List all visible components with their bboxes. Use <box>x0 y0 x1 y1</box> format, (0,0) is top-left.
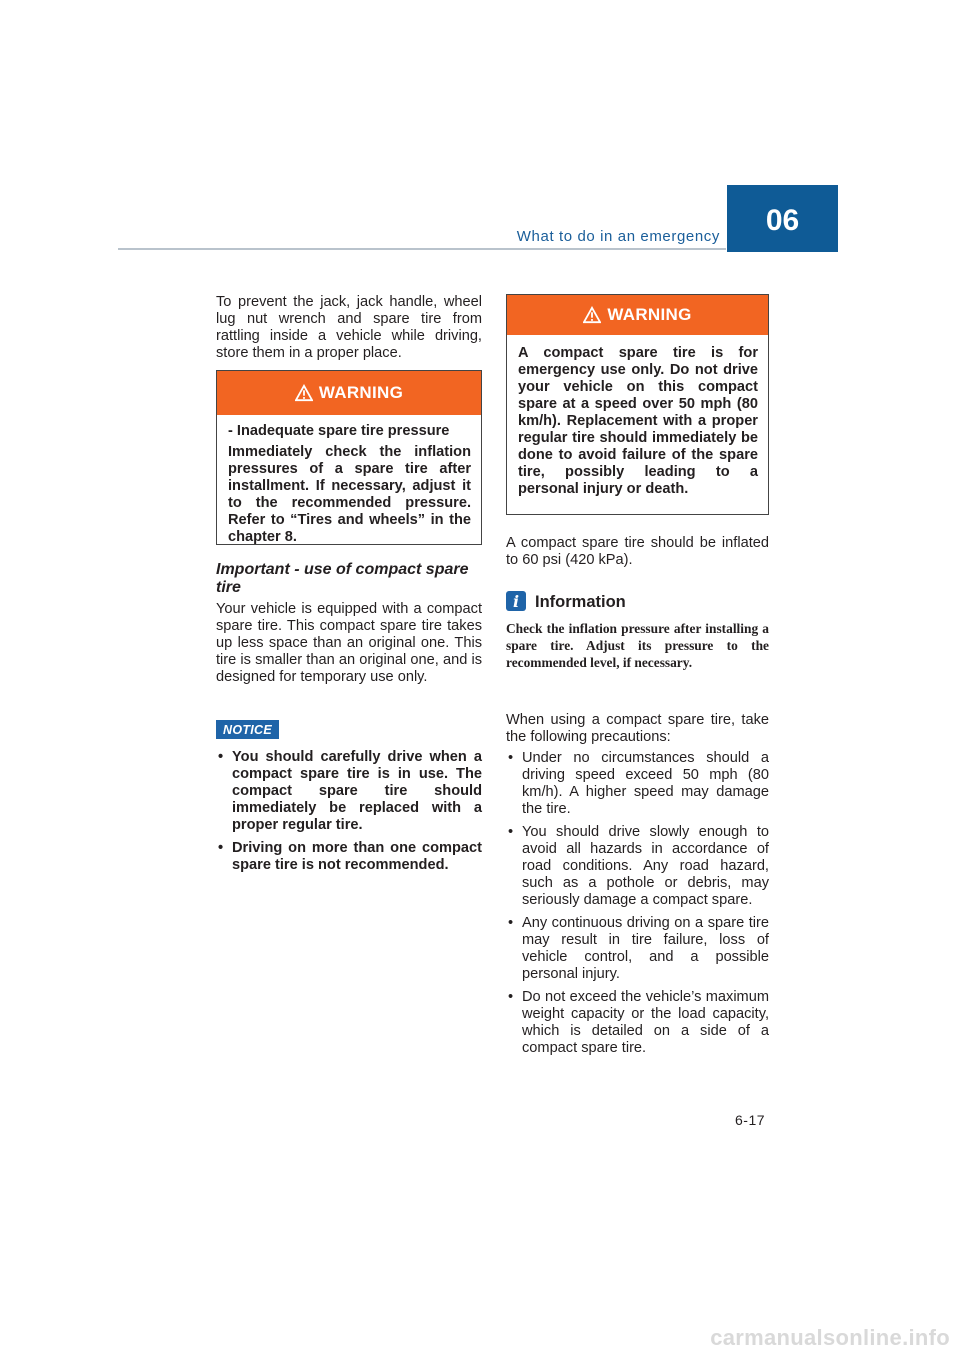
chapter-number-tab <box>727 185 838 252</box>
notice-item: • Driving on more than one compact spare tire is not recommended. <box>216 840 482 874</box>
warning-text: Immediately check the inflation pressures of a spare tire after installment. If necessary, adjust it to the recommended pressure. Refer to “Tires and wheels” in the chapter 8. <box>228 444 471 545</box>
subheading-compact-spare: Important - use of compact spare tire <box>216 561 469 596</box>
warning-triangle-icon <box>583 306 601 324</box>
compact-spare-paragraph: Your vehicle is equipped with a compact spare tire. This compact spare tire takes up less space than an original one. This tire is smaller than an original one, and is designed for temporary use only. <box>216 601 482 685</box>
notice-item: • You should carefully drive when a compact spare tire is in use. The compact spare tire should immediately be replaced with a proper regular tire. <box>216 749 482 834</box>
precaution-item: • Any continuous driving on a spare tire may result in tire failure, loss of vehicle control, and a possible personal injury. <box>506 915 769 983</box>
precaution-item: • Under no circumstances should a driving speed exceed 50 mph (80 km/h). A higher speed may damage the tire. <box>506 750 769 818</box>
chapter-number: 06 <box>765 203 800 237</box>
section-title: What to do in an emergency <box>516 228 720 245</box>
header-rule <box>118 248 726 250</box>
precautions-list <box>506 750 769 1063</box>
info-icon: i <box>506 591 526 611</box>
inflation-paragraph: A compact spare tire should be inflated to 60 psi (420 kPa). <box>506 535 769 568</box>
warning-body <box>507 335 768 506</box>
warning-header <box>217 371 481 415</box>
warning-triangle-icon <box>295 384 313 402</box>
precautions-intro: When using a compact spare tire, take the following precautions: <box>506 712 769 745</box>
warning-heading: WARNING <box>607 305 692 324</box>
warning-box-tire-pressure <box>216 370 482 545</box>
info-text: Check the inflation pressure after installing a spare tire. Adjust its pressure to the recommended level, if necessary. <box>506 621 769 670</box>
intro-paragraph: To prevent the jack, jack handle, wheel lug nut wrench and spare tire from rattling inside a vehicle while driving, store them in a proper place. <box>216 294 482 361</box>
precaution-item: • Do not exceed the vehicle’s maximum weight capacity or the load capacity, which is detailed on a side of a compact spare tire. <box>506 989 769 1057</box>
watermark-text: carmanualsonline.info <box>710 1325 950 1350</box>
warning-text: A compact spare tire is for emergency use only. Do not drive your vehicle on this compact spare at a speed over 50 mph (80 km/h). Replacement with a proper regular tire should immediately be done to avoid failure of the spare tire, possibly leading to a personal injury or death. <box>518 345 758 497</box>
notice-badge: NOTICE <box>216 720 279 739</box>
precaution-item: • You should drive slowly enough to avoid all hazards in accordance of road conditions. Any road hazard, such as a pothole or debris, may seriously damage a compact spare. <box>506 824 769 909</box>
warning-body <box>217 415 481 554</box>
warning-box-compact-spare <box>506 294 769 515</box>
page-number: 6-17 <box>735 1112 766 1128</box>
warning-heading: WARNING <box>318 383 404 402</box>
warning-title: - Inadequate spare tire pressure <box>228 423 450 439</box>
warning-header <box>507 295 768 335</box>
notice-list <box>216 749 482 880</box>
info-title: Information <box>535 593 626 611</box>
